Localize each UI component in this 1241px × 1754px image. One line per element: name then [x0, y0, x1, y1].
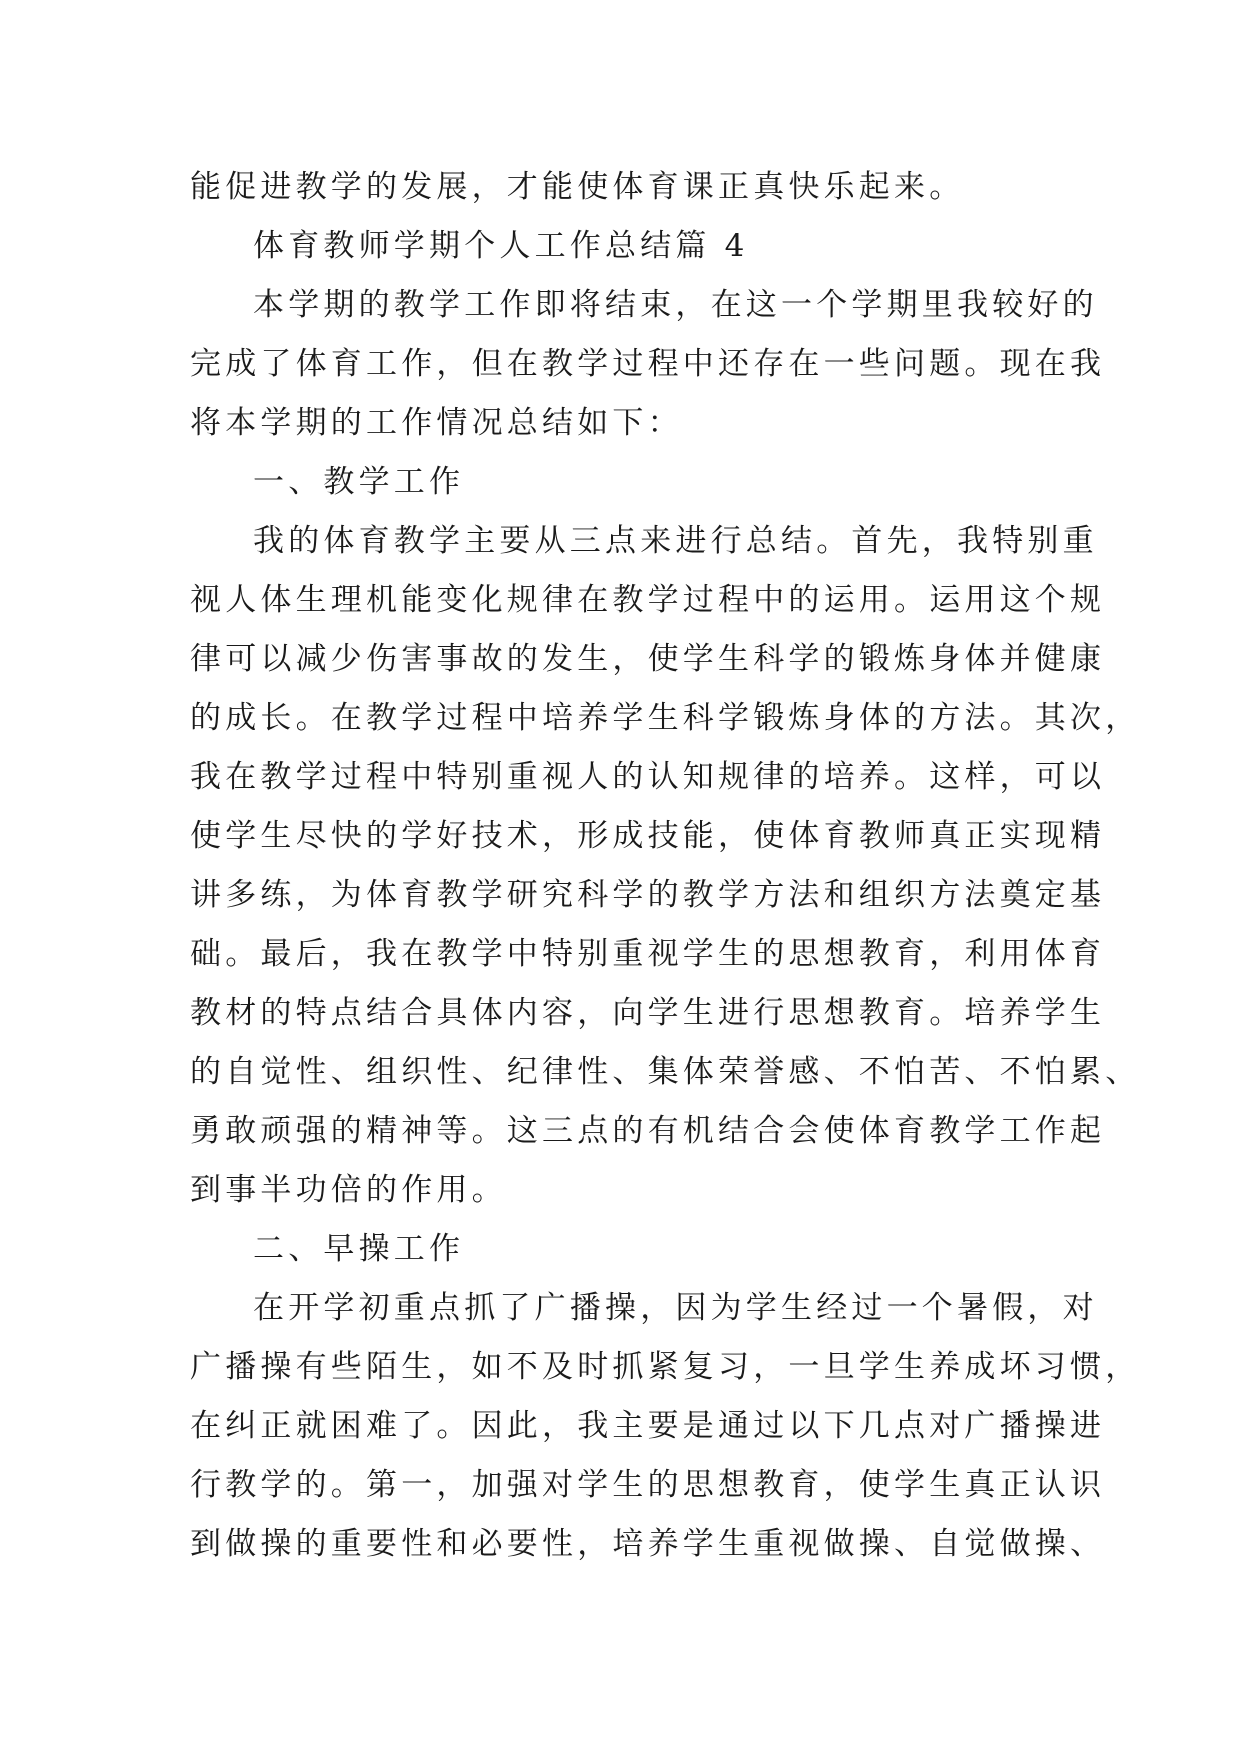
text-line: 在开学初重点抓了广播操，因为学生经过一个暑假，对	[253, 1290, 1098, 1326]
text-line: 本学期的教学工作即将结束，在这一个学期里我较好的	[253, 287, 1098, 323]
text-line: 完成了体育工作，但在教学过程中还存在一些问题。现在我	[190, 346, 1106, 382]
text-line: 将本学期的工作情况总结如下：	[190, 405, 683, 441]
text-line: 律可以减少伤害事故的发生，使学生科学的锻炼身体并健康	[190, 641, 1106, 677]
text-line: 使学生尽快的学好技术，形成技能，使体育教师真正实现精	[190, 818, 1106, 854]
section-heading: 二、早操工作	[253, 1231, 465, 1267]
text-line: 的自觉性、组织性、纪律性、集体荣誉感、不怕苦、不怕累、	[190, 1054, 1141, 1090]
text-line: 到事半功倍的作用。	[190, 1172, 507, 1208]
text-line: 在纠正就困难了。因此，我主要是通过以下几点对广播操进	[190, 1408, 1106, 1444]
text-line: 教材的特点结合具体内容，向学生进行思想教育。培养学生	[190, 995, 1106, 1031]
text-line: 础。最后，我在教学中特别重视学生的思想教育，利用体育	[190, 936, 1106, 972]
text-line: 行教学的。第一，加强对学生的思想教育，使学生真正认识	[190, 1467, 1106, 1503]
text-line: 广播操有些陌生，如不及时抓紧复习，一旦学生养成坏习惯，	[190, 1349, 1141, 1385]
text-line: 能促进教学的发展，才能使体育课正真快乐起来。	[190, 169, 965, 205]
section-heading: 体育教师学期个人工作总结篇 4	[253, 228, 749, 264]
text-line: 我的体育教学主要从三点来进行总结。首先，我特别重	[253, 523, 1098, 559]
text-line: 视人体生理机能变化规律在教学过程中的运用。运用这个规	[190, 582, 1106, 618]
text-line: 勇敢顽强的精神等。这三点的有机结合会使体育教学工作起	[190, 1113, 1106, 1149]
text-line: 讲多练，为体育教学研究科学的教学方法和组织方法奠定基	[190, 877, 1106, 913]
text-line: 的成长。在教学过程中培养学生科学锻炼身体的方法。其次，	[190, 700, 1141, 736]
document-body	[190, 158, 1141, 1574]
text-line: 我在教学过程中特别重视人的认知规律的培养。这样，可以	[190, 759, 1106, 795]
section-heading: 一、教学工作	[253, 464, 465, 500]
text-line: 到做操的重要性和必要性，培养学生重视做操、自觉做操、	[190, 1526, 1106, 1562]
